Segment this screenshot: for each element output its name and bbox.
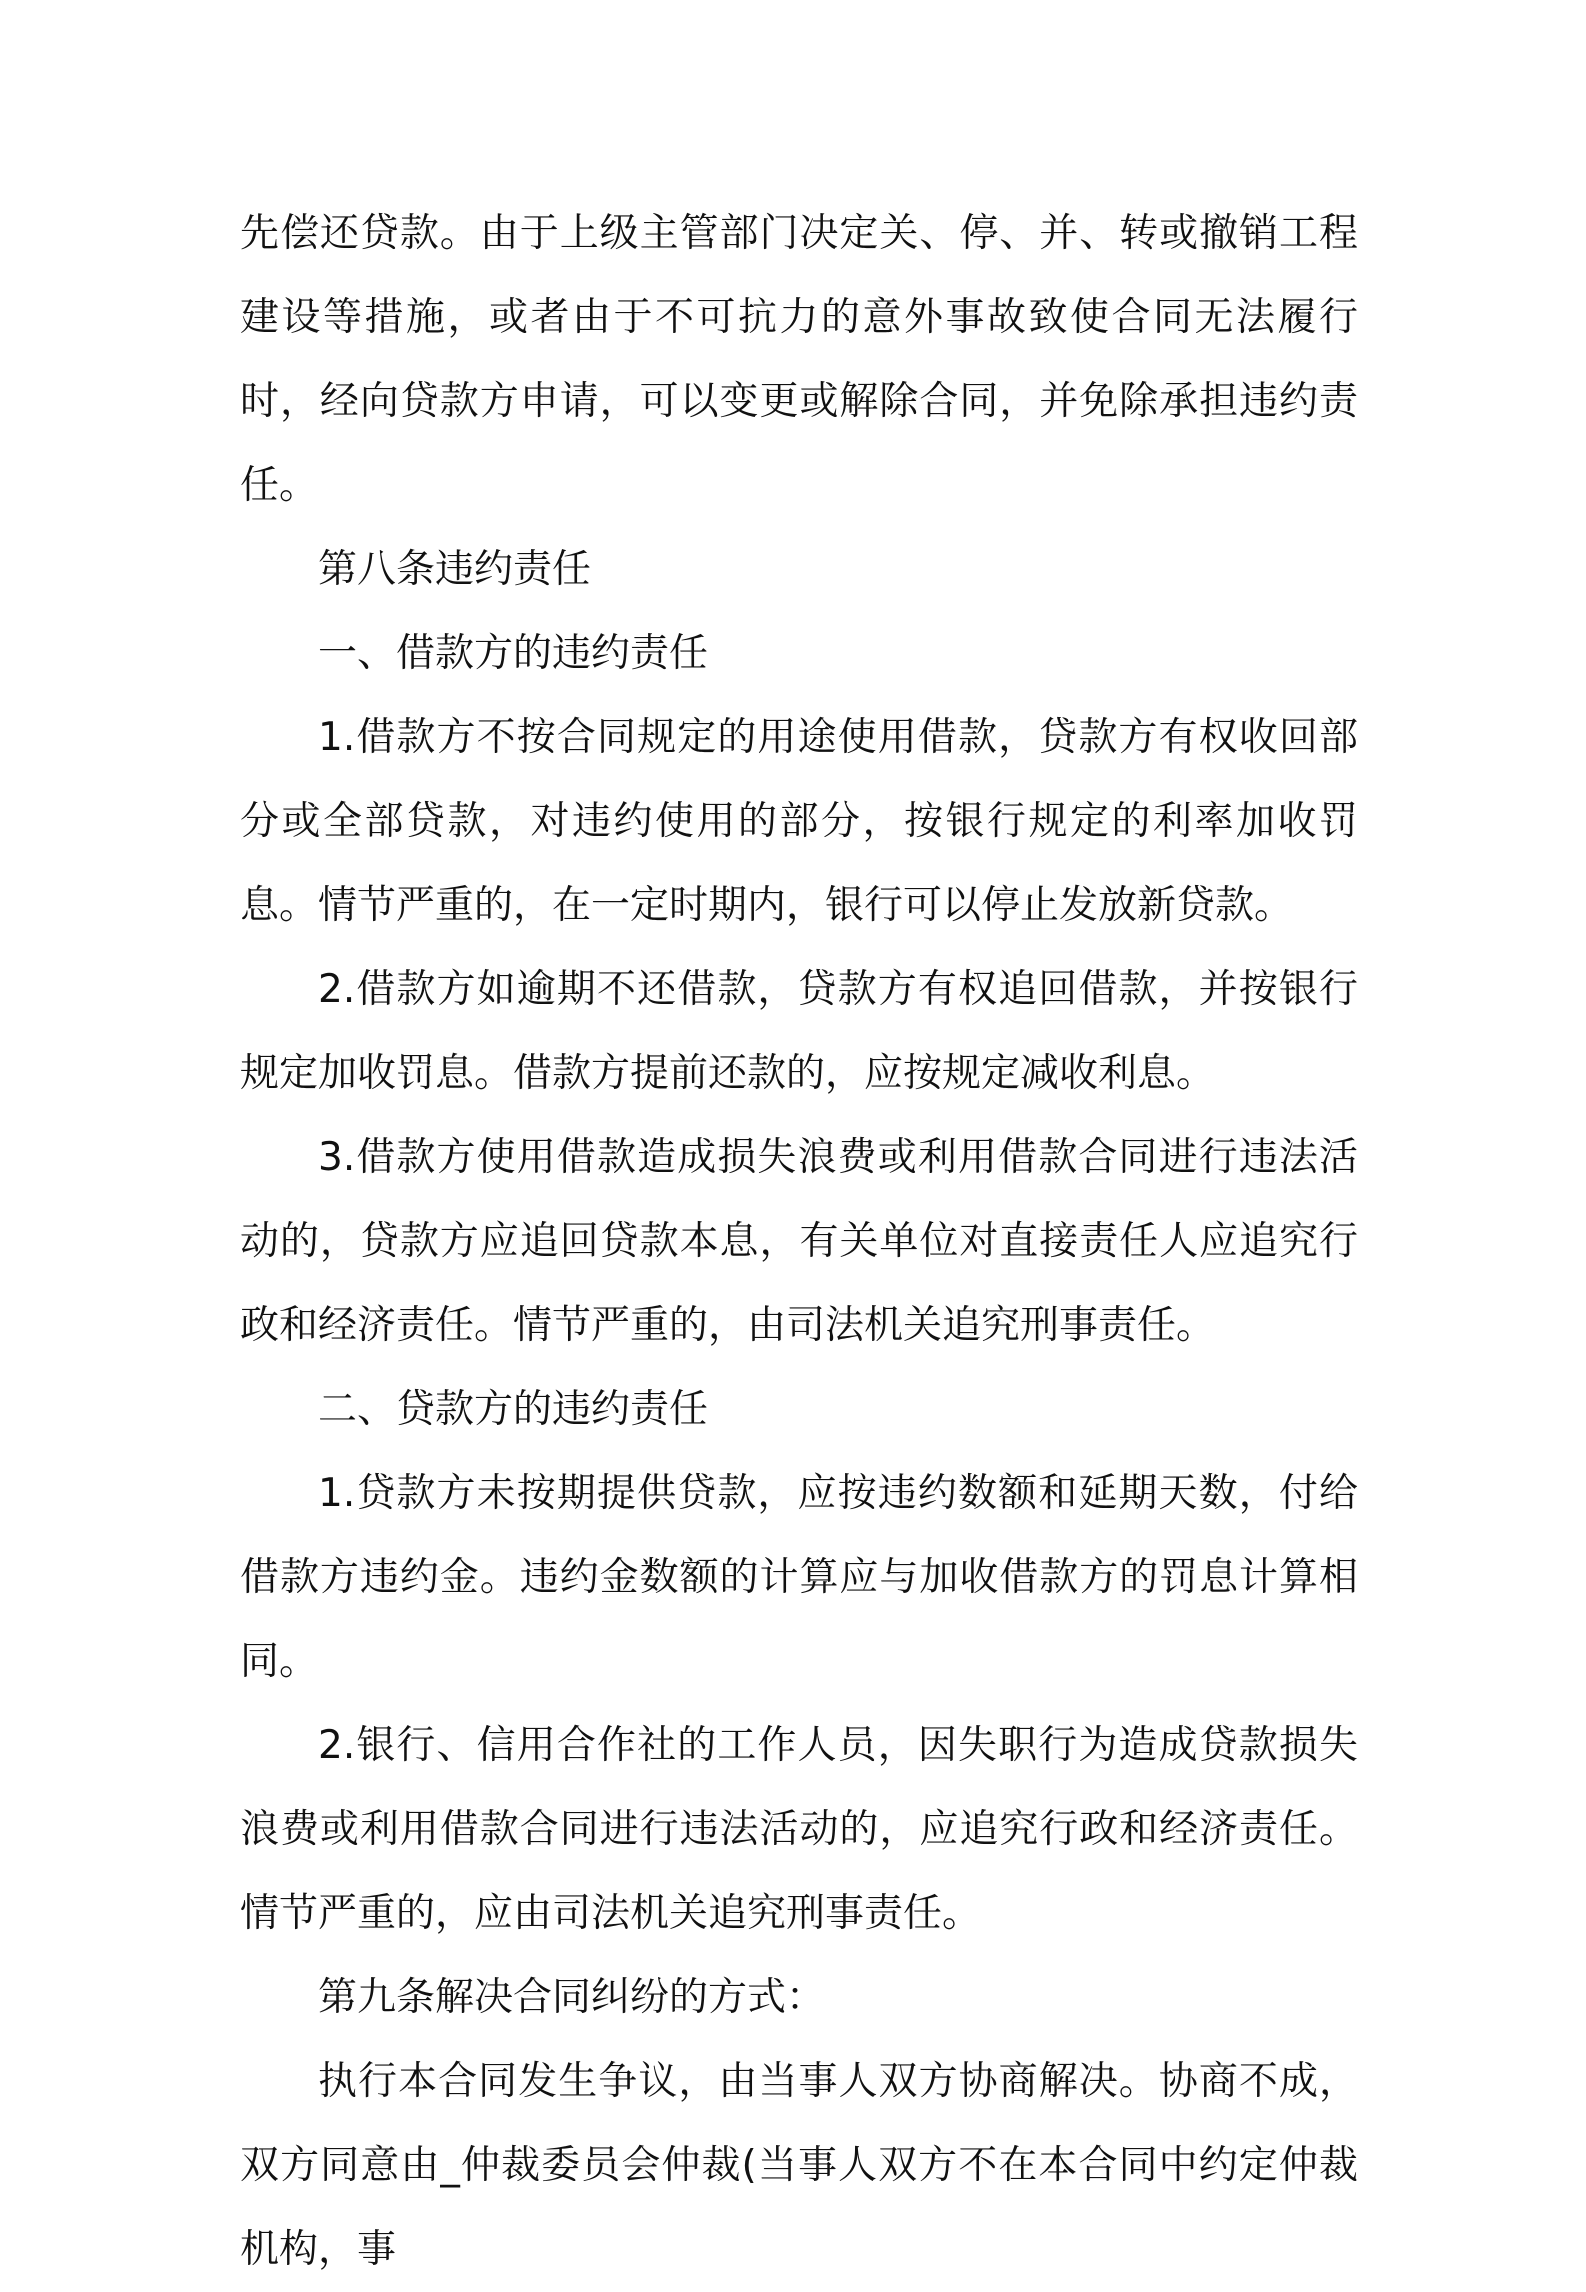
paragraph-continuation: 先偿还贷款。由于上级主管部门决定关、停、并、转或撤销工程建设等措施，或者由于不可抗力的意外事故致使合同无法履行时，经向贷款方申请，可以变更或解除合同，并免除承担违约责任。 xyxy=(240,211,1358,508)
dispute-resolution-paragraph: 执行本合同发生争议，由当事人双方协商解决。协商不成，双方同意由_仲裁委员会仲裁(当事人双方不在本合同中约定仲裁机构，事 xyxy=(240,2059,1358,2272)
section-lender-liability-heading: 二、贷款方的违约责任 xyxy=(318,1387,709,1432)
borrower-clause-1: 1.借款方不按合同规定的用途使用借款，贷款方有权收回部分或全部贷款，对违约使用的部分，按银行规定的利率加收罚息。情节严重的，在一定时期内，银行可以停止发放新贷款。 xyxy=(240,715,1358,928)
article-8-heading: 第八条违约责任 xyxy=(318,547,592,592)
lender-clause-1: 1.贷款方未按期提供贷款，应按违约数额和延期天数，付给借款方违约金。违约金数额的计算应与加收借款方的罚息计算相同。 xyxy=(240,1471,1358,1684)
section-borrower-liability-heading: 一、借款方的违约责任 xyxy=(318,631,709,676)
lender-clause-2: 2.银行、信用合作社的工作人员，因失职行为造成贷款损失浪费或利用借款合同进行违法活动的，应追究行政和经济责任。情节严重的，应由司法机关追究刑事责任。 xyxy=(240,1723,1358,1936)
borrower-clause-2: 2.借款方如逾期不还借款，贷款方有权追回借款，并按银行规定加收罚息。借款方提前还款的，应按规定减收利息。 xyxy=(240,967,1358,1096)
article-9-heading: 第九条解决合同纠纷的方式： xyxy=(318,1975,826,2020)
borrower-clause-3: 3.借款方使用借款造成损失浪费或利用借款合同进行违法活动的，贷款方应追回贷款本息，有关单位对直接责任人应追究行政和经济责任。情节严重的，由司法机关追究刑事责任。 xyxy=(240,1135,1358,1348)
document-body xyxy=(240,192,1358,2292)
